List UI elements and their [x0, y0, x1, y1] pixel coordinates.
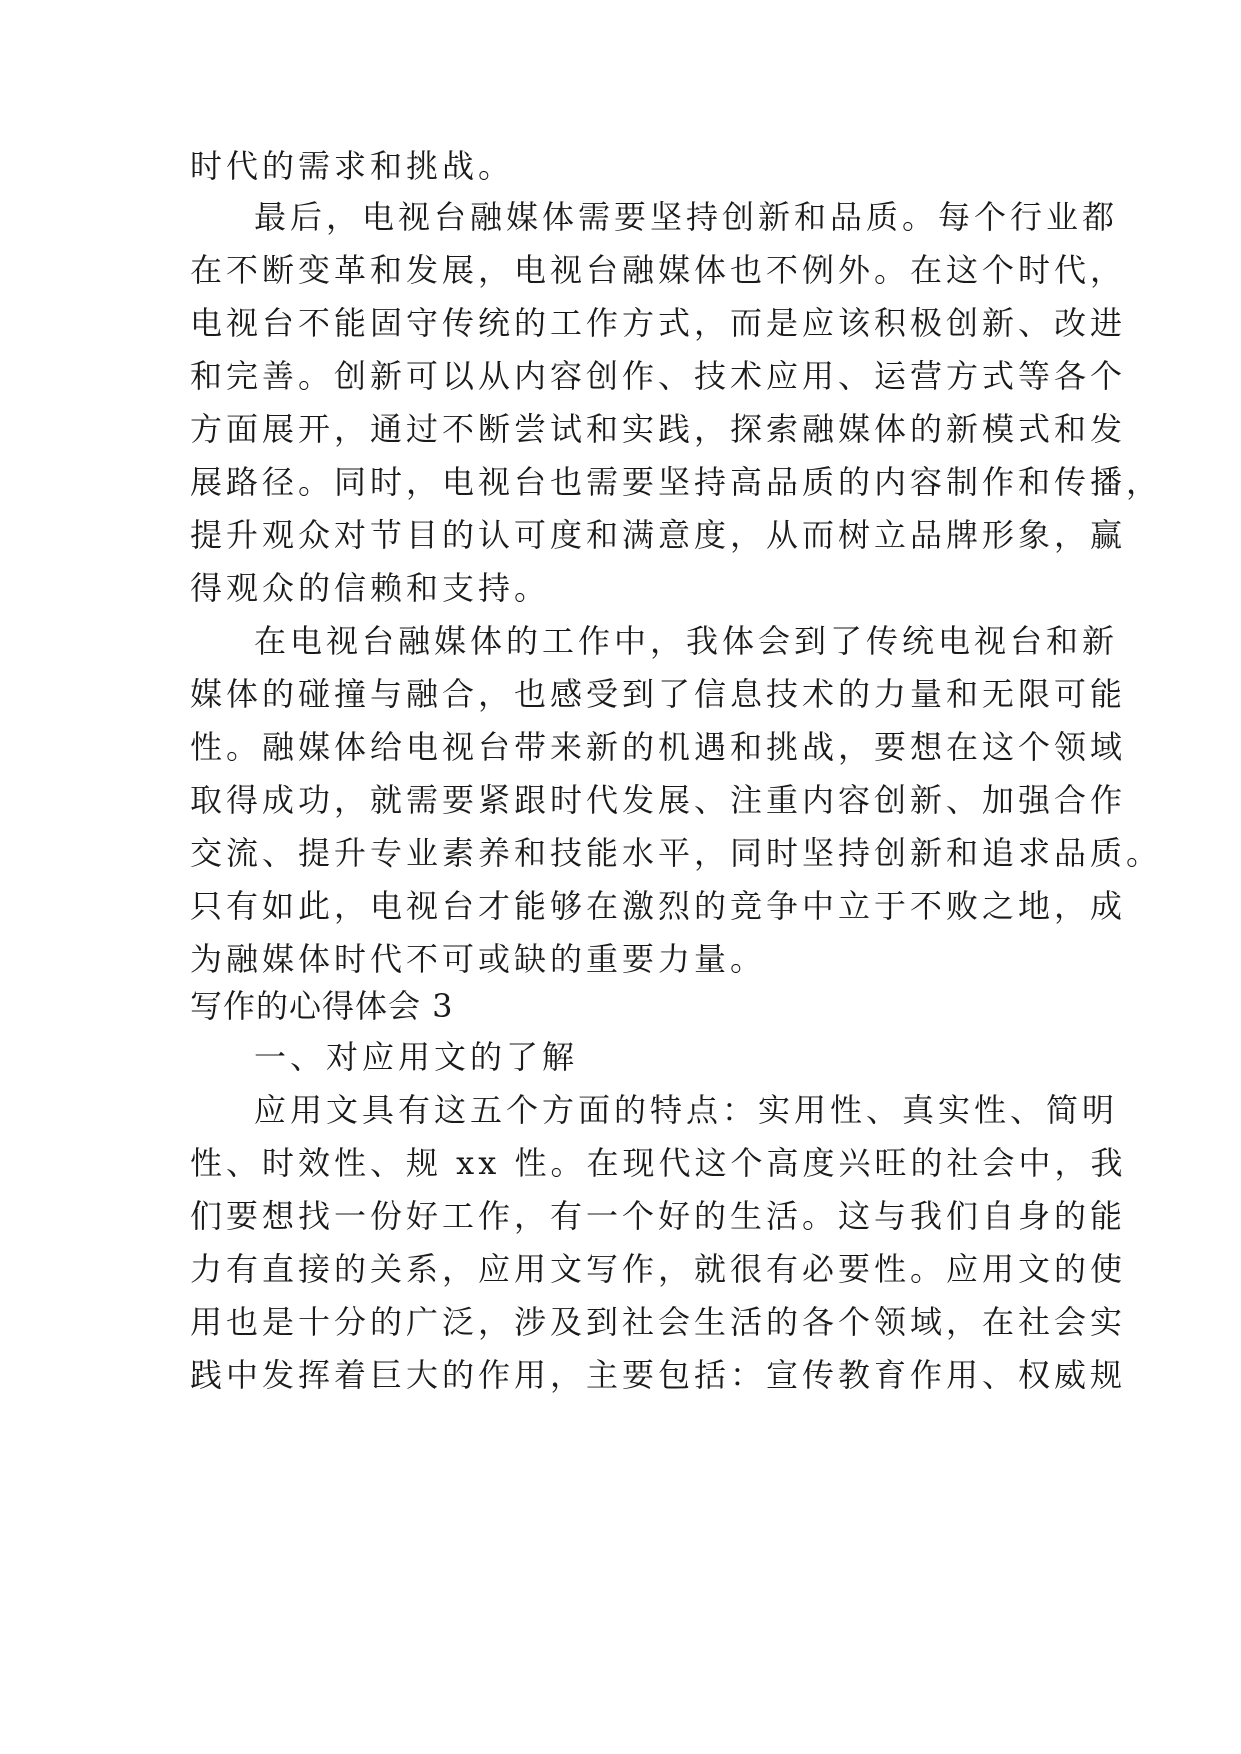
text-line: 在电视台融媒体的工作中，我体会到了传统电视台和新 [254, 622, 1119, 660]
text-line: 践中发挥着巨大的作用，主要包括：宣传教育作用、权威规 [190, 1356, 1127, 1394]
text-line: 交流、提升专业素养和技能水平，同时坚持创新和追求品质。 [190, 834, 1163, 872]
text-line: 性。融媒体给电视台带来新的机遇和挑战，要想在这个领域 [190, 728, 1127, 766]
text-line: 最后，电视台融媒体需要坚持创新和品质。每个行业都 [254, 198, 1119, 236]
text-line: 得观众的信赖和支持。 [190, 569, 551, 607]
text-line: 提升观众对节目的认可度和满意度，从而树立品牌形象，赢 [190, 516, 1127, 554]
text-line: 用也是十分的广泛，涉及到社会生活的各个领域，在社会实 [190, 1303, 1127, 1341]
text-line: 电视台不能固守传统的工作方式，而是应该积极创新、改进 [190, 304, 1127, 342]
text-line: 方面展开，通过不断尝试和实践，探索融媒体的新模式和发 [190, 410, 1127, 448]
text-line: 和完善。创新可以从内容创作、技术应用、运营方式等各个 [190, 357, 1127, 395]
text-line: 只有如此，电视台才能够在激烈的竞争中立于不败之地，成 [190, 887, 1127, 925]
text-line: 展路径。同时，电视台也需要坚持高品质的内容制作和传播， [190, 463, 1163, 501]
section-heading: 写作的心得体会 3 [190, 987, 454, 1025]
text-line: 应用文具有这五个方面的特点：实用性、真实性、简明 [254, 1091, 1119, 1129]
text-line: 性、时效性、规 xx 性。在现代这个高度兴旺的社会中，我 [190, 1144, 1127, 1182]
text-line: 取得成功，就需要紧跟时代发展、注重内容创新、加强合作 [190, 781, 1127, 819]
text-line: 力有直接的关系，应用文写作，就很有必要性。应用文的使 [190, 1250, 1127, 1288]
text-line: 们要想找一份好工作，有一个好的生活。这与我们自身的能 [190, 1197, 1127, 1235]
text-line: 时代的需求和挑战。 [190, 147, 515, 185]
text-line: 在不断变革和发展，电视台融媒体也不例外。在这个时代， [190, 251, 1127, 289]
subsection-heading: 一、对应用文的了解 [254, 1038, 579, 1076]
text-line: 媒体的碰撞与融合，也感受到了信息技术的力量和无限可能 [190, 675, 1127, 713]
text-line: 为融媒体时代不可或缺的重要力量。 [190, 940, 767, 978]
